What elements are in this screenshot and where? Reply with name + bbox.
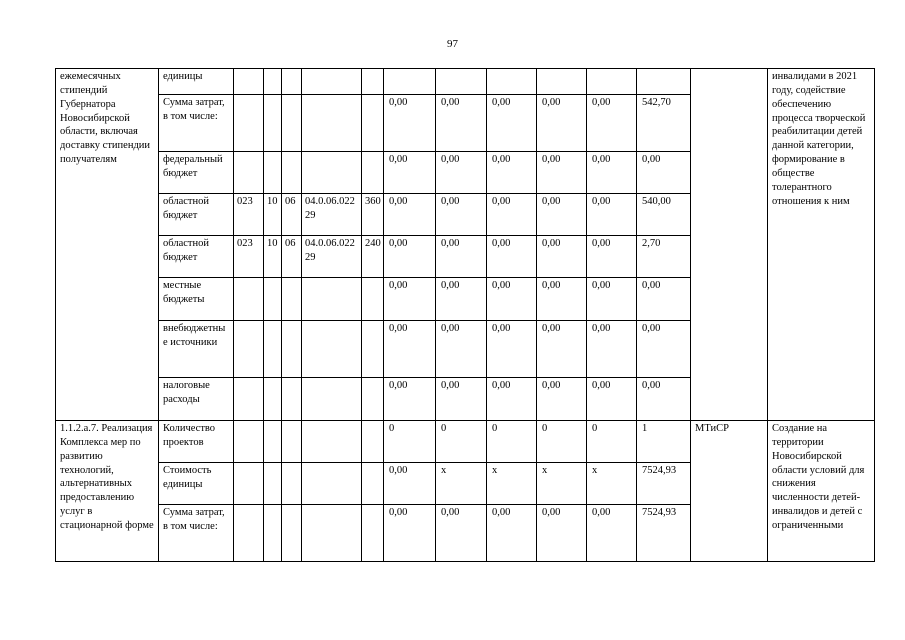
value-cell: 0,00 [487,278,537,321]
value-cell: 0,00 [436,321,487,378]
value-cell: 0,00 [537,321,587,378]
expected-result-cell: Создание на территории Новосибирской области условий для снижения численности детей-инвалидов и детей с ограниченными [768,421,875,562]
budget-code-cell [302,421,362,463]
budget-code-cell: 023 [234,194,264,236]
value-cell: x [487,463,537,505]
budget-code-cell [302,95,362,152]
value-cell: 0,00 [487,95,537,152]
budget-code-cell [362,378,384,421]
budget-code-cell: 06 [282,194,302,236]
table-row [56,421,875,463]
indicator-label-cell: Сумма затрат, в том числе: [159,505,234,562]
value-cell: 0,00 [436,95,487,152]
budget-code-cell [282,95,302,152]
value-cell [637,69,691,95]
budget-code-cell: 06 [282,236,302,278]
indicator-label-cell: местные бюджеты [159,278,234,321]
budget-code-cell [264,278,282,321]
value-cell: 0,00 [637,278,691,321]
value-cell: 0,00 [487,321,537,378]
budget-code-cell [362,95,384,152]
budget-code-cell [234,95,264,152]
value-cell: 0,00 [384,463,436,505]
value-cell [587,69,637,95]
budget-code-cell [302,378,362,421]
budget-code-cell [234,152,264,194]
value-cell: 7524,93 [637,463,691,505]
table-row [56,69,875,95]
budget-code-cell: 360 [362,194,384,236]
value-cell: 0,00 [487,194,537,236]
value-cell: 0,00 [637,321,691,378]
value-cell: 0,00 [384,152,436,194]
value-cell: 0,00 [436,378,487,421]
budget-code-cell [264,505,282,562]
indicator-label-cell: внебюджетные источники [159,321,234,378]
budget-code-cell [264,421,282,463]
budget-code-cell [234,505,264,562]
value-cell: 0,00 [537,152,587,194]
value-cell: 0,00 [587,194,637,236]
value-cell: 0,00 [537,95,587,152]
value-cell: x [587,463,637,505]
budget-code-cell [282,378,302,421]
value-cell: 7524,93 [637,505,691,562]
executor-cell: МТиСР [691,421,768,562]
budget-code-cell [234,69,264,95]
budget-code-cell [302,69,362,95]
measure-name-cell: 1.1.2.а.7. Реализация Комплекса мер по развитию технологий, альтернативных предоставлению услуг в стационарной форме [56,421,159,562]
value-cell: 540,00 [637,194,691,236]
value-cell: 0,00 [384,378,436,421]
value-cell [487,69,537,95]
value-cell [537,69,587,95]
budget-code-cell [362,463,384,505]
value-cell: 0,00 [436,194,487,236]
value-cell: 0,00 [537,236,587,278]
budget-code-cell [234,278,264,321]
budget-code-cell [264,95,282,152]
value-cell: x [436,463,487,505]
budget-code-cell [264,463,282,505]
value-cell: 0,00 [637,378,691,421]
value-cell: 0,00 [487,236,537,278]
budget-code-cell [282,278,302,321]
budget-code-cell [302,321,362,378]
measure-name-cell: ежемесячных стипендий Губернатора Новосибирской области, включая доставку стипендии получателям [56,69,159,421]
indicator-label-cell: Сумма затрат, в том числе: [159,95,234,152]
value-cell: 0,00 [436,152,487,194]
budget-code-cell [282,463,302,505]
budget-code-cell [234,321,264,378]
budget-code-cell [362,278,384,321]
budget-code-cell [302,278,362,321]
indicator-label-cell: единицы [159,69,234,95]
value-cell: 0,00 [487,152,537,194]
value-cell: 0,00 [384,278,436,321]
value-cell: 0 [537,421,587,463]
value-cell: 0,00 [587,378,637,421]
value-cell: 0 [384,421,436,463]
budget-code-cell [282,421,302,463]
budget-code-cell: 023 [234,236,264,278]
value-cell: 0,00 [436,505,487,562]
indicator-label-cell: налоговые расходы [159,378,234,421]
value-cell: 0,00 [487,378,537,421]
indicator-label-cell: областной бюджет [159,194,234,236]
value-cell: 0,00 [384,194,436,236]
value-cell: 0,00 [587,321,637,378]
value-cell: 2,70 [637,236,691,278]
value-cell: 0 [487,421,537,463]
budget-code-cell [362,152,384,194]
value-cell: 0,00 [587,95,637,152]
value-cell: 0,00 [637,152,691,194]
budget-code-cell [362,505,384,562]
budget-code-cell [264,69,282,95]
budget-code-cell: 10 [264,194,282,236]
value-cell: x [537,463,587,505]
value-cell [384,69,436,95]
budget-code-cell: 04.0.06.02229 [302,194,362,236]
value-cell: 0,00 [487,505,537,562]
budget-code-cell [282,69,302,95]
indicator-label-cell: федеральный бюджет [159,152,234,194]
program-table [55,68,875,562]
budget-code-cell [282,505,302,562]
budget-code-cell [264,321,282,378]
value-cell: 0,00 [436,278,487,321]
budget-code-cell [362,421,384,463]
budget-code-cell [282,152,302,194]
budget-code-cell [282,321,302,378]
budget-code-cell [234,421,264,463]
page-number: 97 [447,38,458,50]
value-cell: 0,00 [384,505,436,562]
budget-code-cell [302,463,362,505]
value-cell: 0,00 [537,194,587,236]
value-cell: 0,00 [537,378,587,421]
indicator-label-cell: областной бюджет [159,236,234,278]
budget-code-cell [264,378,282,421]
budget-code-cell [234,378,264,421]
value-cell: 0,00 [587,152,637,194]
executor-cell [691,69,768,421]
budget-code-cell [302,505,362,562]
table-body [56,69,875,562]
value-cell: 1 [637,421,691,463]
value-cell: 0 [436,421,487,463]
value-cell: 0,00 [587,505,637,562]
budget-code-cell [362,69,384,95]
budget-code-cell: 04.0.06.02229 [302,236,362,278]
value-cell: 0,00 [587,236,637,278]
indicator-label-cell: Количество проектов [159,421,234,463]
value-cell: 0,00 [384,95,436,152]
value-cell: 0 [587,421,637,463]
value-cell [436,69,487,95]
value-cell: 0,00 [436,236,487,278]
budget-code-cell [302,152,362,194]
budget-code-cell: 240 [362,236,384,278]
value-cell: 0,00 [587,278,637,321]
budget-code-cell [264,152,282,194]
expected-result-cell: инвалидами в 2021 году, содействие обеспечению процесса творческой реабилитации детей данной категории, формирование в обществе толерантного отношения к ним [768,69,875,421]
budget-code-cell [362,321,384,378]
value-cell: 0,00 [384,321,436,378]
value-cell: 0,00 [537,505,587,562]
budget-code-cell [234,463,264,505]
indicator-label-cell: Стоимость единицы [159,463,234,505]
value-cell: 0,00 [384,236,436,278]
budget-code-cell: 10 [264,236,282,278]
value-cell: 0,00 [537,278,587,321]
value-cell: 542,70 [637,95,691,152]
